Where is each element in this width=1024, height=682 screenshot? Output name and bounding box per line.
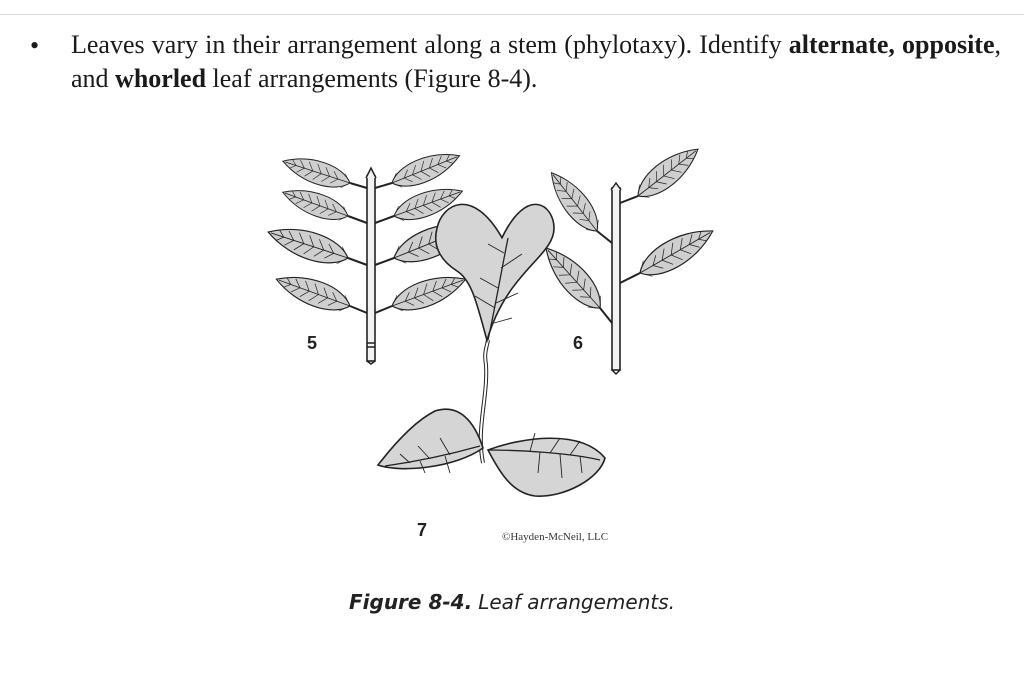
figure-label-7: 7 [417, 520, 428, 540]
term-opposite: opposite [902, 30, 995, 59]
caption-label: Figure 8-4. [348, 590, 473, 614]
top-leaf [436, 204, 554, 340]
copyright-notice: ©Hayden-McNeil, LLC [502, 531, 609, 543]
figure-caption [0, 590, 1024, 614]
between-text: , and [71, 30, 1001, 93]
alternate-arrangement-drawing [536, 139, 719, 374]
figure-label-6: 6 [573, 333, 584, 353]
term-whorled: whorled [115, 64, 207, 93]
left-leaf [378, 409, 483, 468]
caption-text: Leaf arrangements. [478, 590, 676, 614]
right-leaf [488, 438, 605, 496]
intro-text: Leaves vary in their arrangement along a stem (phylotaxy). Identify [71, 30, 789, 59]
bullet-marker: • [30, 31, 40, 60]
figure-label-5: 5 [307, 333, 318, 353]
term-alternate: alternate, [788, 30, 895, 59]
end-text: leaf arrangements (Figure 8-4). [206, 64, 538, 93]
bullet-text [71, 28, 1001, 96]
leaf-arrangement-figure [250, 128, 730, 558]
top-divider [0, 14, 1024, 15]
